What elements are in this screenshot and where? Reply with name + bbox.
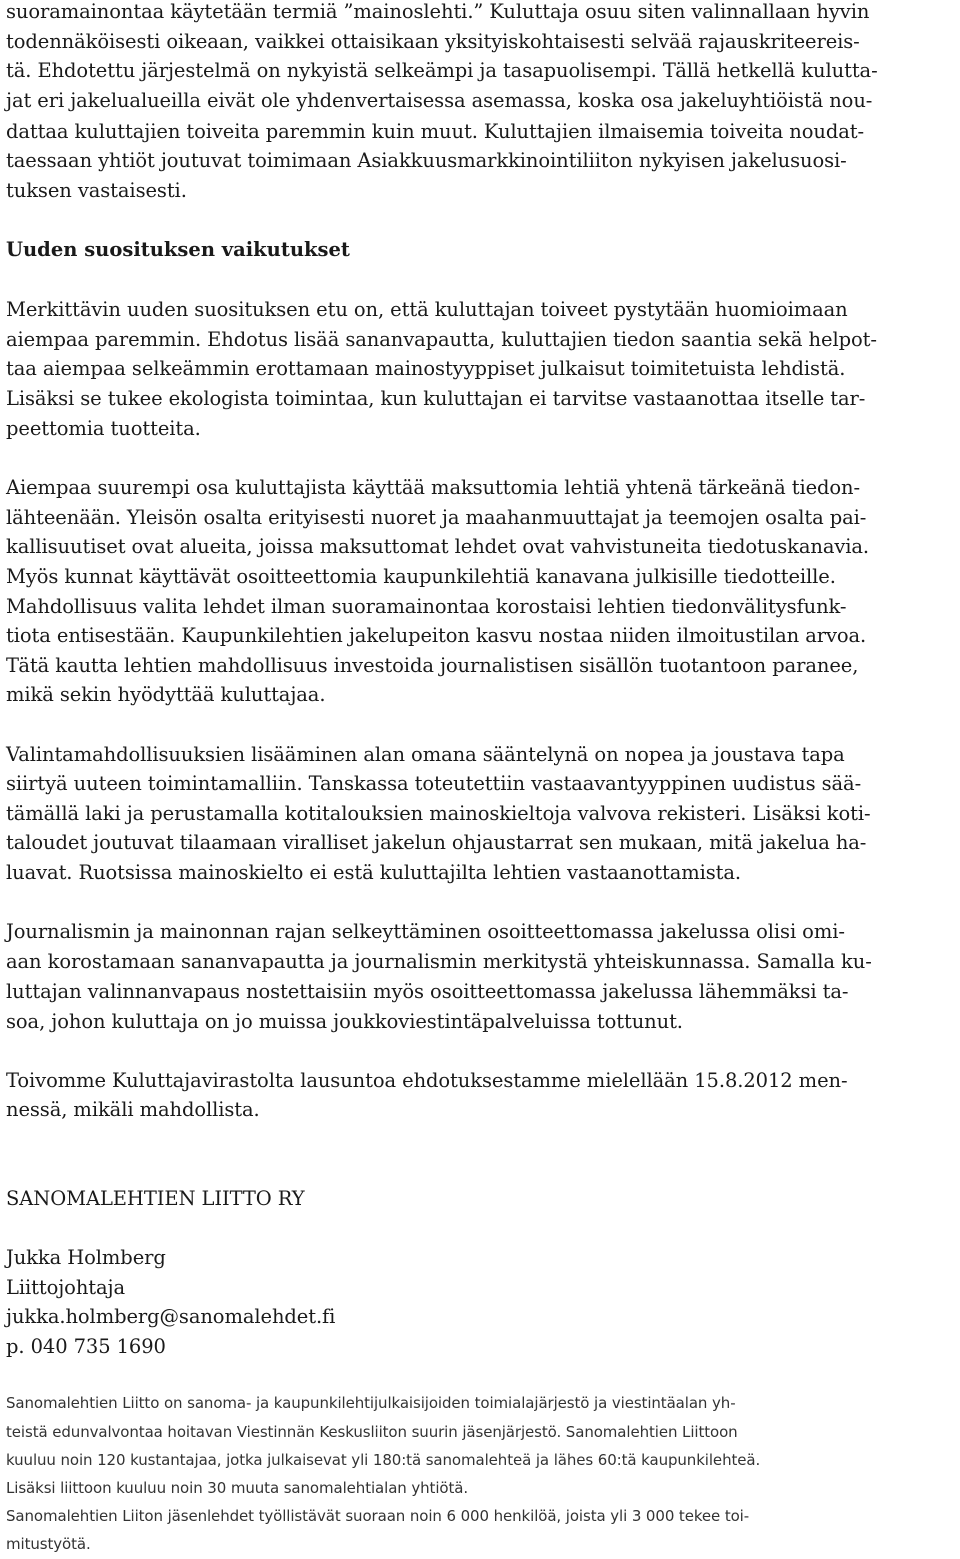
paragraph-1-line: tä. Ehdotettu järjestelmä on nykyistä selkeämpi ja tasapuolisempi. Tällä hetkellä kulutta- — [6, 59, 878, 82]
paragraph-2-line: taa aiempaa selkeämmin erottamaan mainostyyppiset julkaisut toimitetuista lehdistä. — [6, 357, 846, 380]
section-heading: Uuden suosituksen vaikutukset — [6, 238, 350, 261]
signature-phone: p. 040 735 1690 — [6, 1335, 166, 1358]
paragraph-1-line: jat eri jakelualueilla eivät ole yhdenvertaisessa asemassa, koska osa jakeluyhtiöistä nou- — [6, 89, 873, 112]
paragraph-2-line: Merkittävin uuden suosituksen etu on, että kuluttajan toiveet pystytään huomioimaan — [6, 298, 848, 321]
paragraph-4-line: taloudet joutuvat tilaamaan viralliset jakelun ohjaustarrat sen mukaan, mitä jakelua ha- — [6, 831, 867, 854]
paragraph-3-line: mikä sekin hyödyttää kuluttajaa. — [6, 683, 326, 706]
signature-email: jukka.holmberg@sanomalehdet.fi — [6, 1305, 336, 1328]
paragraph-3-line: kallisuutiset ovat alueita, joissa maksuttomat lehdet ovat vahvistuneita tiedotuskanavia. — [6, 535, 870, 558]
footer-line: kuuluu noin 120 kustantajaa, jotka julkaisevat yli 180:tä sanomalehteä ja lähes 60:tä kaupunkilehteä. — [6, 1451, 761, 1469]
paragraph-5-line: aan korostamaan sananvapautta ja journalismin merkitystä yhteiskunnassa. Samalla ku- — [6, 950, 872, 973]
paragraph-3-line: tiota entisestään. Kaupunkilehtien jakelupeiton kasvu nostaa niiden ilmoitustilan arvoa. — [6, 624, 867, 647]
paragraph-1-line: todennäköisesti oikeaan, vaikkei ottaisikaan yksityiskohtaisesti selvää rajauskriteereis- — [6, 30, 860, 53]
paragraph-3-line: Myös kunnat käyttävät osoitteettomia kaupunkilehtiä kanavana julkisille tiedotteille. — [6, 565, 836, 588]
paragraph-2-line: aiempaa paremmin. Ehdotus lisää sananvapautta, kuluttajien tiedon saantia sekä helpot- — [6, 328, 877, 351]
paragraph-4-line: tämällä laki ja perustamalla kotitalouksien mainoskieltoja valvova rekisteri. Lisäksi koti- — [6, 802, 871, 825]
paragraph-3-line: Mahdollisuus valita lehdet ilman suoramainontaa korostaisi lehtien tiedonvälitysfunk- — [6, 595, 847, 618]
footer-line: teistä edunvalvontaa hoitavan Viestinnän Keskusliiton suurin jäsenjärjestö. Sanomalehtien Liittoon — [6, 1423, 738, 1441]
paragraph-2-line: peettomia tuotteita. — [6, 417, 201, 440]
paragraph-5-line: Journalismin ja mainonnan rajan selkeyttäminen osoitteettomassa jakelussa olisi omi- — [6, 920, 845, 943]
paragraph-4-line: siirtyä uuteen toimintamalliin. Tanskassa toteutettiin vastaavantyyppinen uudistus sää- — [6, 772, 862, 795]
signature-name: Jukka Holmberg — [6, 1246, 166, 1269]
paragraph-5-line: luttajan valinnanvapaus nostettaisiin myös osoitteettomassa jakelussa lähemmäksi ta- — [6, 980, 849, 1003]
paragraph-1-line: taessaan yhtiöt joutuvat toimimaan Asiakkuusmarkkinointiliiton nykyisen jakelusuosi- — [6, 149, 847, 172]
paragraph-4-line: Valintamahdollisuuksien lisääminen alan omana sääntelynä on nopea ja joustava tapa — [6, 743, 845, 766]
footer-line: Sanomalehtien Liiton jäsenlehdet työllistävät suoraan noin 6 000 henkilöä, joista yli 3 000 tekee toi- — [6, 1507, 750, 1525]
footer-line: Lisäksi liittoon kuuluu noin 30 muuta sanomalehtialan yhtiötä. — [6, 1479, 469, 1497]
paragraph-3-line: Aiempaa suurempi osa kuluttajista käyttää maksuttomia lehtiä yhtenä tärkeänä tiedon- — [6, 476, 861, 499]
signature-organization: SANOMALEHTIEN LIITTO RY — [6, 1187, 305, 1210]
paragraph-2-line: Lisäksi se tukee ekologista toimintaa, kun kuluttajan ei tarvitse vastaanottaa itselle tar- — [6, 387, 866, 410]
paragraph-6-line: nessä, mikäli mahdollista. — [6, 1098, 260, 1121]
paragraph-1-line: suoramainontaa käytetään termiä ”mainoslehti.” Kuluttaja osuu siten valinnallaan hyvin — [6, 0, 870, 23]
footer-line: mitustyötä. — [6, 1535, 91, 1553]
signature-title: Liittojohtaja — [6, 1276, 126, 1299]
paragraph-6-line: Toivomme Kuluttajavirastolta lausuntoa ehdotuksestamme mielellään 15.8.2012 men- — [6, 1069, 848, 1092]
paragraph-4-line: luavat. Ruotsissa mainoskielto ei estä kuluttajilta lehtien vastaanottamista. — [6, 861, 742, 884]
paragraph-5-line: soa, johon kuluttaja on jo muissa joukkoviestintäpalveluissa tottunut. — [6, 1010, 683, 1033]
paragraph-3-line: Tätä kautta lehtien mahdollisuus investoida journalistisen sisällön tuotantoon paranee, — [6, 654, 859, 677]
footer-line: Sanomalehtien Liitto on sanoma- ja kaupunkilehtijulkaisijoiden toimialajärjestö ja viestintäalan yh- — [6, 1394, 736, 1412]
paragraph-3-line: lähteenään. Yleisön osalta erityisesti nuoret ja maahanmuuttajat ja teemojen osalta pai- — [6, 506, 867, 529]
paragraph-1-line: dattaa kuluttajien toiveita paremmin kuin muut. Kuluttajien ilmaisemia toiveita noudat- — [6, 120, 864, 143]
paragraph-1-line: tuksen vastaisesti. — [6, 179, 187, 202]
